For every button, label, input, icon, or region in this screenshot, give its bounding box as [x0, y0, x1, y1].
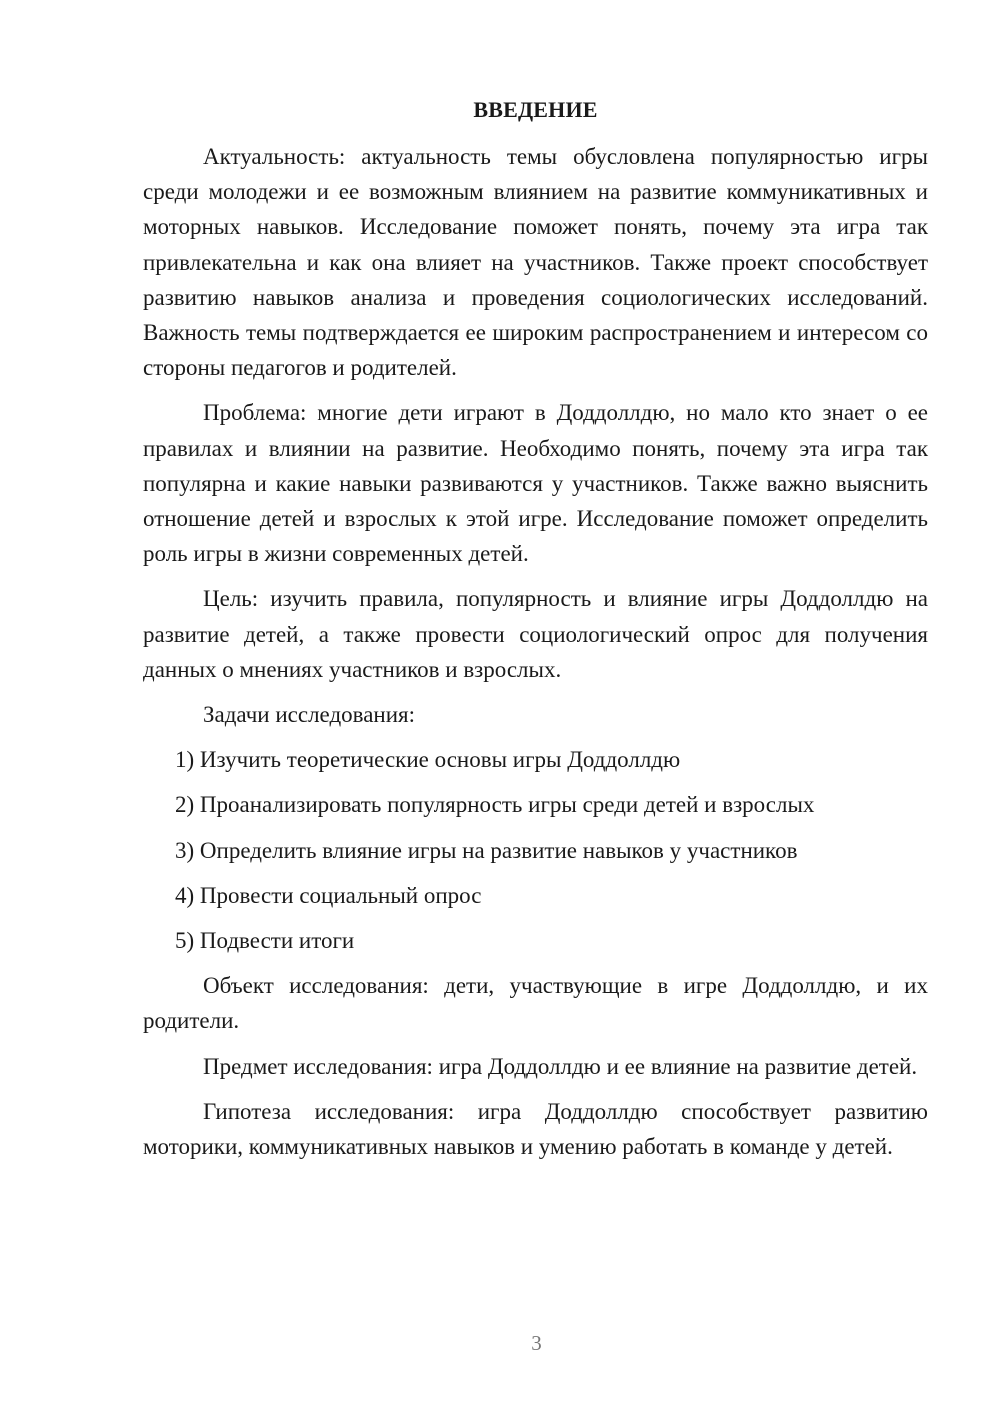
section-title: ВВЕДЕНИЕ: [473, 97, 598, 122]
task-item: 2) Проанализировать популярность игры среди детей и взрослых: [175, 792, 815, 818]
problem-paragraph: Проблема: многие дети играют в Доддоллдю, но мало кто знает о ее правилах и влиянии на развитие. Необходимо понять, почему эта игра так популярна и какие навыки развиваются у участников. Также важно выяснить отношение детей и взрослых к этой игре. Исследование поможет определить роль игры в жизни современных детей.: [143, 400, 928, 567]
page-number: 3: [531, 1331, 542, 1355]
hypothesis-paragraph: Гипотеза исследования: игра Доддоллдю способствует развитию моторики, коммуникативных навыков и умению работать в команде у детей.: [143, 1098, 928, 1160]
subject-paragraph: Предмет исследования: игра Доддоллдю и ее влияние на развитие детей.: [203, 1053, 918, 1079]
task-item: 5) Подвести итоги: [175, 928, 355, 954]
task-item: 3) Определить влияние игры на развитие навыков у участников: [175, 837, 798, 863]
object-paragraph: Объект исследования: дети, участвующие в игре Доддоллдю, и их родители.: [143, 973, 928, 1034]
task-item: 4) Провести социальный опрос: [175, 882, 482, 908]
tasks-heading: Задачи исследования:: [203, 702, 416, 728]
page-content: [143, 92, 928, 1164]
relevance-paragraph: Актуальность: актуальность темы обусловлена популярностью игры среди молодежи и ее возможным влиянием на развитие коммуникативных и моторных навыков. Исследование поможет понять, почему эта игра так привлекательна и как она влияет на участников. Также проект способствует развитию навыков анализа и проведения социологических исследований. Важность темы подтверждается ее широким распространением и интересом со стороны педагогов и родителей.: [143, 144, 928, 381]
task-item: 1) Изучить теоретические основы игры Доддоллдю: [175, 747, 681, 773]
tasks-list: [143, 742, 928, 958]
goal-paragraph: Цель: изучить правила, популярность и влияние игры Доддоллдю на развитие детей, а также провести социологический опрос для получения данных о мнениях участников и взрослых.: [143, 586, 928, 682]
